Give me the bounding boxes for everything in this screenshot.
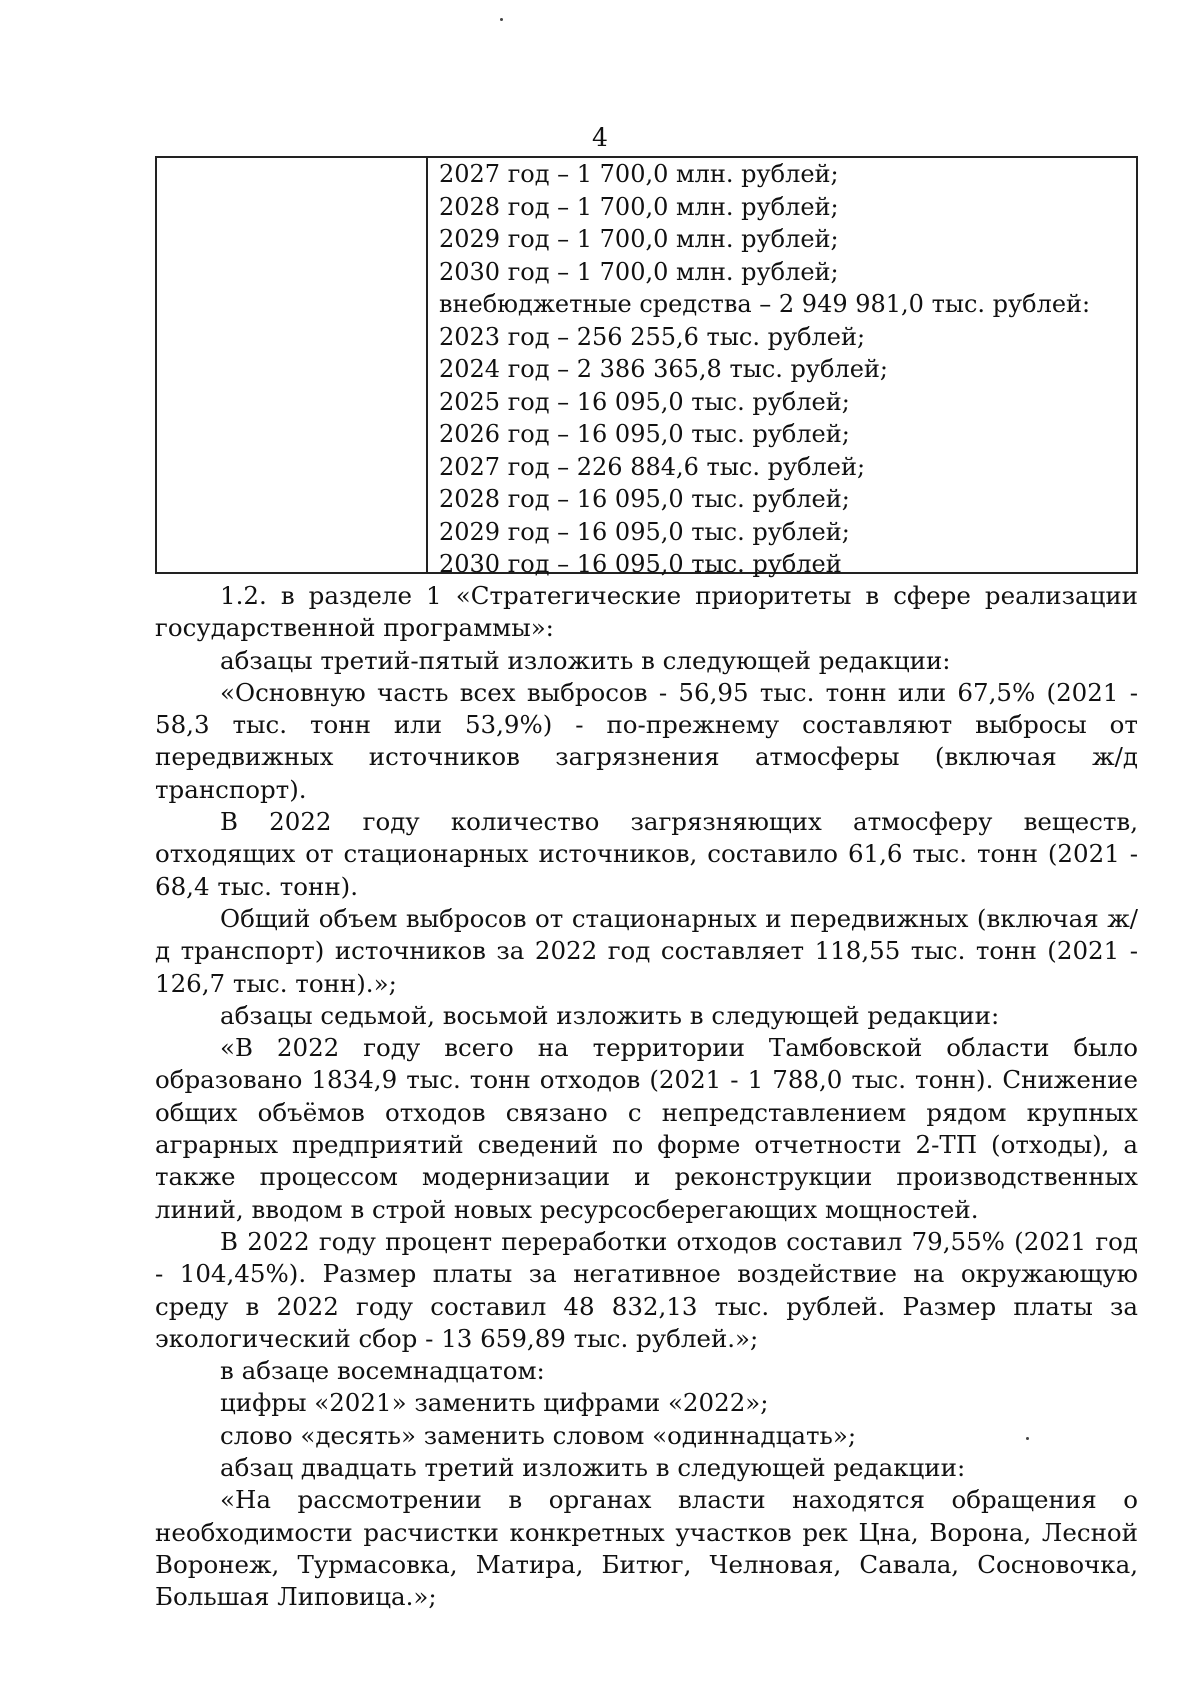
financing-line: 2027 год – 1 700,0 млн. рублей; [439,160,839,188]
financing-line: 2030 год – 16 095,0 тыс. рублей [439,550,842,578]
financing-line: 2030 год – 1 700,0 млн. рублей; [439,257,839,286]
paragraph: «На рассмотрении в органах власти находятся обращения о необходимости расчистки конкретных участков рек Цна, Ворона, Лесной Воронеж, Турмасовка, Матира, Битюг, Челновая, Савала, Сосновочка, Большая Липовица.»; [155,1485,1138,1612]
paragraph: В 2022 году количество загрязняющих атмосферу веществ, отходящих от стационарных источников, составило 61,6 тыс. тонн (2021 - 68,4 тыс. тонн). [155,807,1138,901]
financing-line: внебюджетные средства – 2 949 981,0 тыс. рублей: [439,290,1091,318]
scan-speck [1026,1437,1029,1440]
financing-table [155,156,1138,578]
paragraph: абзацы седьмой, восьмой изложить в следующей редакции: [220,1000,1000,1030]
paragraph: слово «десять» заменить словом «одиннадцать»; [220,1420,857,1450]
financing-line: 2027 год – 226 884,6 тыс. рублей; [439,452,866,481]
paragraph: цифры «2021» заменить цифрами «2022»; [220,1388,769,1418]
paragraph: «Основную часть всех выбросов - 56,95 тыс. тонн или 67,5% (2021 - 58,3 тыс. тонн или 53,9%) - по-прежнему составляют выбросы от передвижных источников загрязнения атмосферы (включая ж/д транспорт). [155,677,1138,804]
paragraph: «В 2022 году всего на территории Тамбовской области было образовано 1834,9 тыс. тонн отходов (2021 - 1 788,0 тыс. тонн). Снижение общих объёмов отходов связано с непредставлением рядом крупных аграрных предприятий сведений по форме отчетности 2-ТП (отходы), а также процессом модернизации и реконструкции производственных линий, вводом в строй новых ресурсосберегающих мощностей. [155,1033,1138,1224]
financing-line: 2025 год – 16 095,0 тыс. рублей; [439,387,850,416]
paragraph: абзацы третий-пятый изложить в следующей редакции: [220,645,951,675]
financing-line: 2026 год – 16 095,0 тыс. рублей; [439,420,850,448]
financing-line: 2029 год – 16 095,0 тыс. рублей; [439,517,850,546]
paragraph: Общий объем выбросов от стационарных и передвижных (включая ж/д транспорт) источников за 2022 год составляет 118,55 тыс. тонн (2021 - 126,7 тыс. тонн).»; [155,903,1138,998]
financing-line: 2029 год – 1 700,0 млн. рублей; [439,225,839,253]
scan-speck [500,18,503,21]
paragraph: в абзаце восемнадцатом: [220,1356,545,1386]
financing-table-label-cell [157,158,428,572]
paragraph: абзац двадцать третий изложить в следующей редакции: [220,1453,966,1483]
document-body [155,580,1138,1614]
paragraph: В 2022 году процент переработки отходов составил 79,55% (2021 год - 104,45%). Размер платы за негативное воздействие на окружающую среду в 2022 году составил 48 832,13 тыс. рублей. Размер платы за экологический сбор - 13 659,89 тыс. рублей.»; [155,1226,1138,1353]
financing-line: 2023 год – 256 255,6 тыс. рублей; [439,322,866,351]
financing-line: 2024 год – 2 386 365,8 тыс. рублей; [439,355,888,383]
paragraph: 1.2. в разделе 1 «Стратегические приоритеты в сфере реализации государственной программы»: [155,581,1138,643]
financing-line: 2028 год – 1 700,0 млн. рублей; [439,192,839,221]
financing-line: 2028 год – 16 095,0 тыс. рублей; [439,485,850,513]
page-number: 4 [592,123,608,152]
financing-table-value-cell [439,158,1132,581]
